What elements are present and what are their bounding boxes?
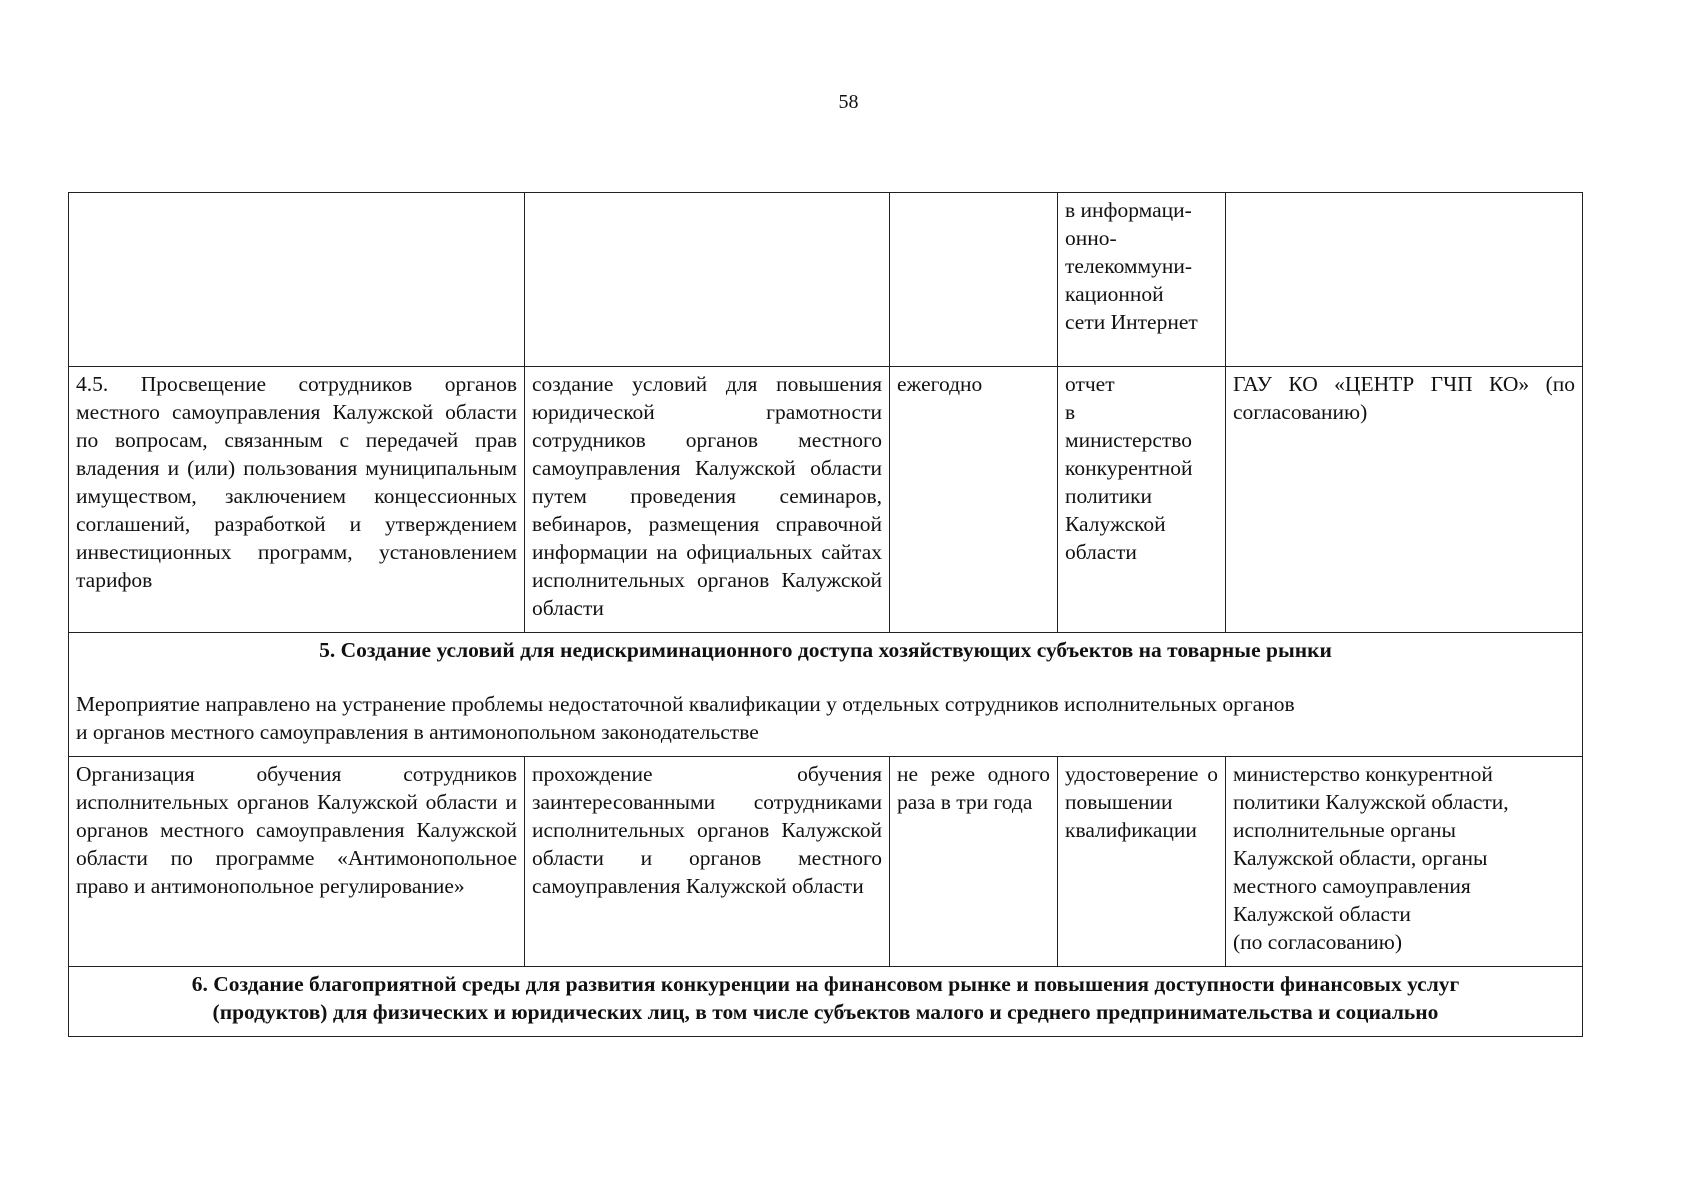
cell-responsible: ГАУ КО «ЦЕНТР ГЧП КО» (по согласованию) (1226, 367, 1583, 633)
cell-result: создание условий для повышения юридической грамотности сотрудников органов местного самоуправления Калужской области путем проведения семинаров, вебинаров, размещения справочной информации на официальных сайтах исполнительных органов Калужской области (525, 367, 890, 633)
report-line: сети Интернет (1065, 310, 1198, 334)
table-section-6 (69, 967, 1583, 1037)
cell-report: удостоверение о повышении квалификации (1058, 757, 1226, 967)
report-line: телекоммуни- (1065, 254, 1193, 278)
section-6-cell (69, 967, 1583, 1037)
responsible-line: министерство конкурентной (1233, 762, 1493, 786)
report-line: в (1065, 400, 1076, 424)
cell-deadline: ежегодно (890, 367, 1058, 633)
measures-table (68, 192, 1583, 1037)
section-5-title: 5. Создание условий для недискриминационного доступа хозяйствующих субъектов на товарные рынки (319, 638, 1332, 662)
responsible-line: политики Калужской области, (1233, 790, 1509, 814)
cell-event (69, 193, 525, 367)
section-6-title-line: (продуктов) для физических и юридических лиц, в том числе субъектов малого и среднего предпринимательства и социально (212, 1000, 1439, 1024)
report-line: министерство (1065, 428, 1193, 452)
section-5-note (76, 690, 1575, 746)
cell-event: 4.5. Просвещение сотрудников органов местного самоуправления Калужской области по вопросам, связанным с передачей прав владения и (или) пользования муниципальным имуществом, заключением концессионных соглашений, разработкой и утверждением инвестиционных программ, установлением тарифов (69, 367, 525, 633)
report-line: кационной (1065, 282, 1164, 306)
table-row-continuation (69, 193, 1583, 367)
report-line: политики (1065, 484, 1153, 508)
table-section-5 (69, 633, 1583, 757)
section-5-note-line: и органов местного самоуправления в антимонопольном законодательстве (76, 720, 759, 744)
report-line: Калужской (1065, 512, 1166, 536)
cell-responsible (1226, 757, 1583, 967)
cell-report (1058, 367, 1226, 633)
page-number: 58 (838, 91, 859, 113)
cell-report (1058, 193, 1226, 367)
section-5-cell (69, 633, 1583, 757)
report-line: конкурентной (1065, 456, 1193, 480)
table-row-5-training (69, 757, 1583, 967)
report-line: в информаци- (1065, 198, 1192, 222)
table-row-4-5 (69, 367, 1583, 633)
cell-event: Организация обучения сотрудников исполнительных органов Калужской области и органов местного самоуправления Калужской области по программе «Антимонопольное право и антимонопольное регулирование» (69, 757, 525, 967)
section-6-title-line: 6. Создание благоприятной среды для развития конкуренции на финансовом рынке и повышения доступности финансовых услуг (191, 972, 1460, 996)
cell-result (525, 193, 890, 367)
responsible-line: исполнительные органы (1233, 818, 1456, 842)
report-line: онно- (1065, 226, 1117, 250)
section-5-note-line: Мероприятие направлено на устранение проблемы недостаточной квалификации у отдельных сотрудников исполнительных органов (76, 692, 1295, 716)
report-line: области (1065, 540, 1137, 564)
cell-deadline (890, 193, 1058, 367)
responsible-line: Калужской области (1233, 902, 1411, 926)
responsible-line: Калужской области, органы (1233, 846, 1488, 870)
cell-responsible (1226, 193, 1583, 367)
cell-result: прохождение обучения заинтересованными сотрудниками исполнительных органов Калужской области и органов местного самоуправления Калужской области (525, 757, 890, 967)
cell-deadline: не реже одного раза в три года (890, 757, 1058, 967)
report-line: отчет (1065, 372, 1115, 396)
responsible-line: (по согласованию) (1233, 930, 1403, 954)
responsible-line: местного самоуправления (1233, 874, 1471, 898)
